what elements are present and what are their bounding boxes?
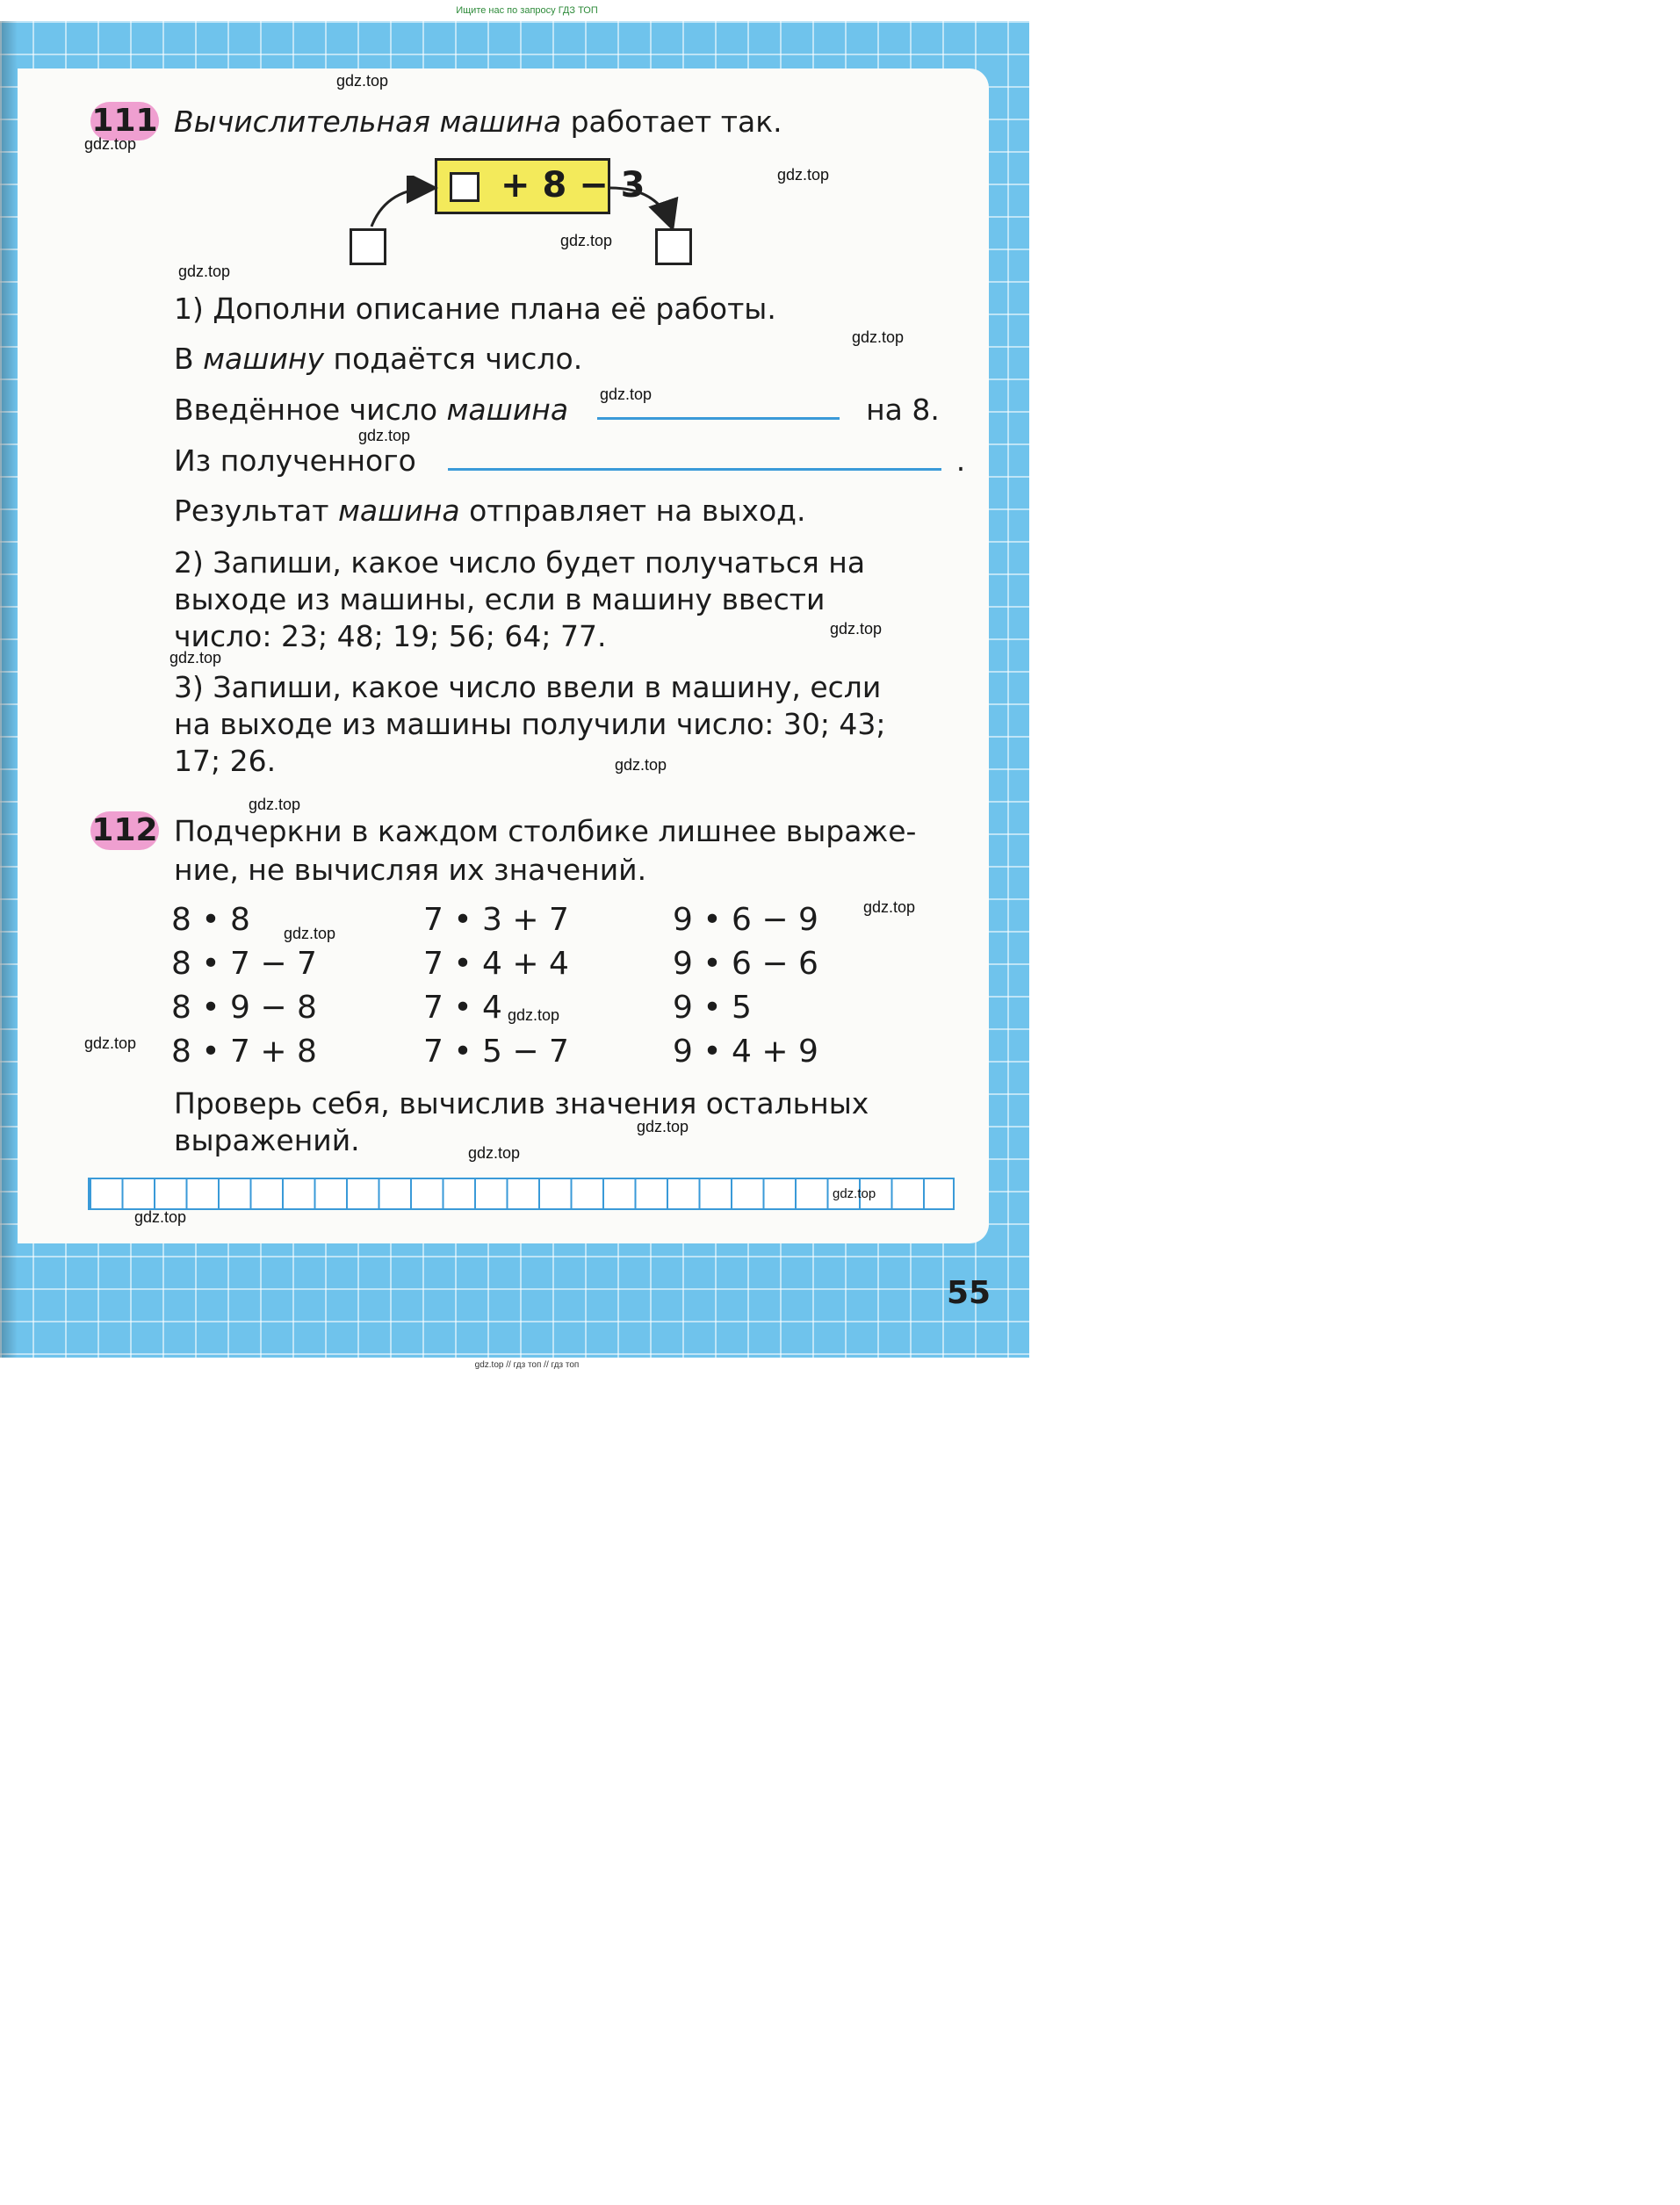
expression-col3-row4[interactable]: 9 • 4 + 9: [673, 1034, 818, 1070]
watermark: gdz.top: [637, 1118, 689, 1135]
plan-line-1-end: подаётся число.: [333, 342, 583, 376]
plan-line-1-italic: машину: [203, 342, 325, 376]
question-3-line-3: 17; 26.: [174, 744, 277, 778]
task-112-number: 112: [91, 812, 158, 848]
machine-input-box: [350, 228, 386, 265]
watermark: gdz.top: [358, 427, 411, 444]
input-arrow: [371, 188, 433, 227]
expression-col3-row2[interactable]: 9 • 6 − 6: [673, 946, 818, 982]
page-number: 55: [947, 1275, 991, 1311]
plan-line-1: [174, 342, 583, 376]
watermark: gdz.top: [84, 135, 137, 153]
task-112-text-line-1: Подчеркни в каждом столбике лишнее выраже-: [174, 814, 917, 848]
expression-col3-row3[interactable]: 9 • 5: [673, 990, 752, 1026]
plan-line-4: [174, 494, 806, 528]
watermark: gdz.top: [468, 1144, 521, 1162]
watermark: gdz.top: [830, 620, 883, 638]
header-note: Ищите нас по запросу ГДЗ ТОП: [456, 5, 598, 16]
plan-line-4-end: отправляет на выход.: [469, 494, 806, 528]
question-2-line-3: число: 23; 48; 19; 56; 64; 77.: [174, 619, 607, 653]
watermark: gdz.top: [777, 166, 830, 184]
watermark: gdz.top: [615, 756, 667, 774]
task-111-title-italic: Вычислительная машина: [174, 104, 562, 139]
watermark: gdz.top: [600, 386, 653, 403]
watermark: gdz.top: [284, 925, 336, 942]
machine-output-box: [655, 228, 692, 265]
expression-col1-row2[interactable]: 8 • 7 − 7: [171, 946, 317, 982]
watermark: gdz.top: [852, 328, 905, 346]
answer-blank-2[interactable]: [448, 468, 941, 471]
expression-col3-row1[interactable]: 9 • 6 − 9: [673, 902, 818, 938]
task-111-number: 111: [91, 103, 158, 139]
expression-col1-row3[interactable]: 8 • 9 − 8: [171, 990, 317, 1026]
watermark: gdz.top: [833, 1186, 876, 1201]
expression-col2-row2[interactable]: 7 • 4 + 4: [423, 946, 569, 982]
watermark: gdz.top: [169, 649, 222, 667]
question-2-line-2: выходе из машины, если в машину ввести: [174, 582, 826, 616]
answer-blank-1[interactable]: [597, 417, 840, 420]
watermark: gdz.top: [84, 1034, 137, 1052]
book-spine-shadow: [0, 21, 18, 1358]
plan-line-2-end: на 8.: [866, 393, 940, 427]
machine-arrows: [347, 176, 698, 272]
question-3-line-1: 3) Запиши, какое число ввели в машину, если: [174, 670, 882, 704]
expression-col2-row1[interactable]: 7 • 3 + 7: [423, 902, 569, 938]
watermark: gdz.top: [336, 72, 389, 90]
check-text-line-2: выражений.: [174, 1123, 360, 1157]
plan-line-1-start: В: [174, 342, 194, 376]
expression-col2-row3[interactable]: 7 • 4: [423, 990, 502, 1026]
watermark: gdz.top: [508, 1006, 560, 1024]
watermark: gdz.top: [249, 796, 301, 813]
answer-cells-row[interactable]: [88, 1178, 955, 1210]
task-112-text-line-2: ние, не вычисляя их значений.: [174, 853, 647, 887]
question-2-line-1: 2) Запиши, какое число будет получаться на: [174, 545, 866, 580]
plan-line-4-start: Результат: [174, 494, 329, 528]
plan-line-3-end: .: [955, 443, 966, 478]
question-3-line-2: на выходе из машины получили число: 30; 43;: [174, 707, 886, 741]
machine-expression: + 8 − 3: [501, 165, 645, 205]
watermark: gdz.top: [863, 898, 916, 916]
plan-line-3: [174, 443, 966, 478]
plan-line-2-italic: машина: [446, 393, 569, 427]
task-111-title: [174, 104, 782, 139]
watermark: gdz.top: [134, 1208, 187, 1226]
expression-col1-row4[interactable]: 8 • 7 + 8: [171, 1034, 317, 1070]
expression-col1-row1[interactable]: 8 • 8: [171, 902, 250, 938]
task-111-title-rest: работает так.: [570, 104, 782, 139]
question-1: 1) Дополни описание плана её работы.: [174, 292, 776, 326]
footer-note: gdz.top // гдз топ // гдз топ: [474, 1360, 580, 1370]
watermark: gdz.top: [178, 263, 231, 280]
watermark: gdz.top: [560, 232, 613, 249]
plan-line-3-start: Из полученного: [174, 443, 416, 478]
expression-col2-row4[interactable]: 7 • 5 − 7: [423, 1034, 569, 1070]
plan-line-4-italic: машина: [338, 494, 460, 528]
output-arrow: [610, 188, 672, 227]
plan-line-2-start: Введённое число: [174, 393, 438, 427]
check-text-line-1: Проверь себя, вычислив значения остальных: [174, 1086, 869, 1121]
